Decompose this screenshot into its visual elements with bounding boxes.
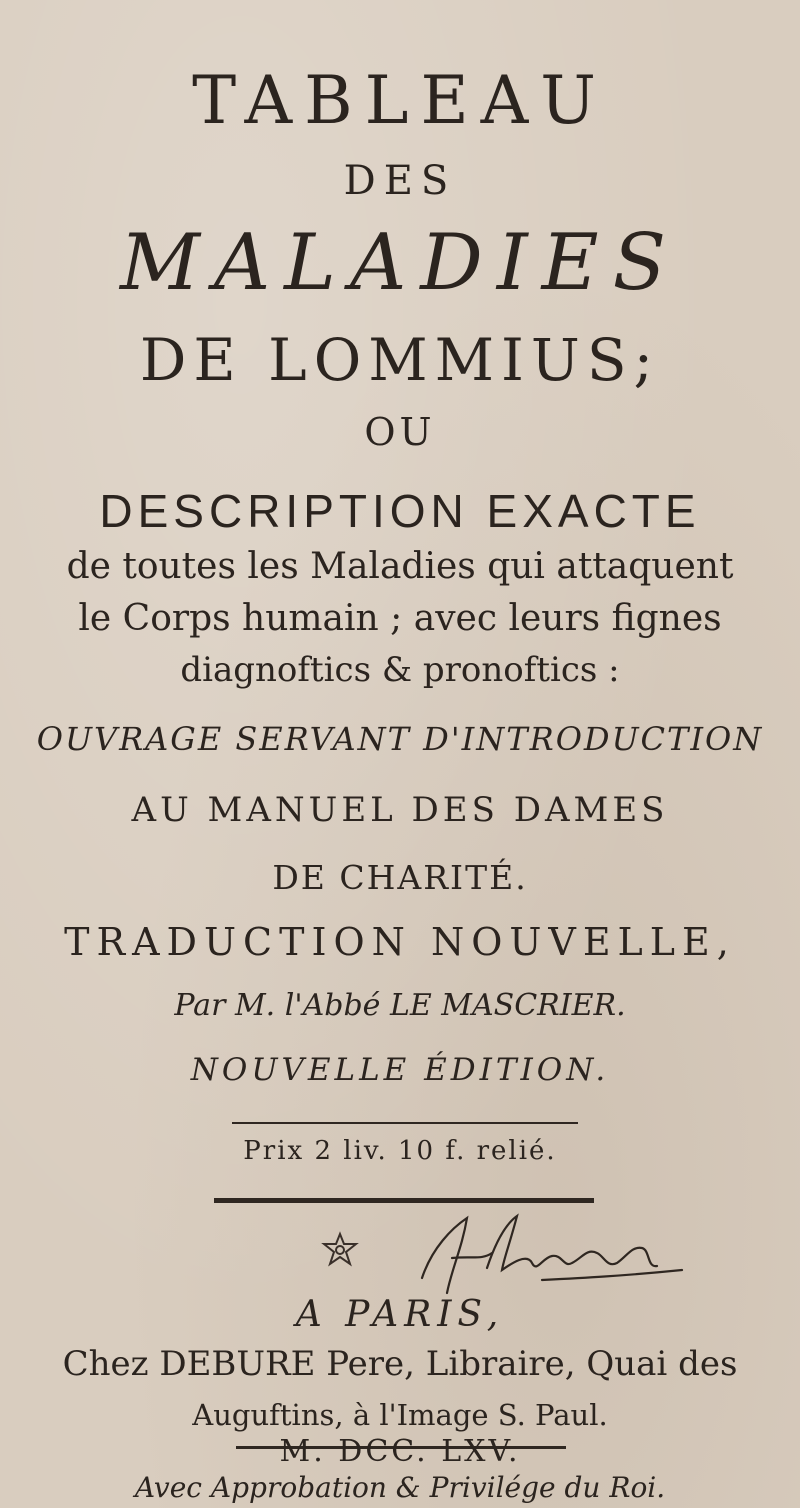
- ouvrage-line-2: AU MANUEL DES DAMES: [131, 790, 669, 830]
- rule-below-price: [214, 1198, 594, 1203]
- translator: Par M. l'Abbé LE MASCRIER.: [174, 988, 626, 1023]
- title-maladies: MALADIES: [119, 218, 681, 308]
- price: Prix 2 liv. 10 f. relié.: [243, 1136, 557, 1166]
- title-de-lommius: DE LOMMIUS;: [139, 326, 661, 394]
- imprint-year: M. DCC. LXV.: [279, 1434, 521, 1469]
- traduction-nouvelle: TRADUCTION NOUVELLE,: [64, 920, 736, 964]
- imprint-place: A PARIS,: [295, 1294, 505, 1335]
- title-ou: OU: [364, 410, 436, 454]
- title-tableau: TABLEAU: [192, 62, 608, 139]
- imprint-address: Auguftins, à l'Image S. Paul.: [192, 1398, 608, 1432]
- title-des: DES: [343, 158, 457, 204]
- ouvrage-line-3: DE CHARITÉ.: [272, 858, 528, 897]
- rule-above-price: [232, 1122, 578, 1124]
- description-line-2: le Corps humain ; avec leurs fignes: [78, 598, 722, 639]
- privilege: Avec Approbation & Privilége du Roi.: [134, 1471, 666, 1504]
- description-line-1: de toutes les Maladies qui attaquent: [66, 546, 734, 587]
- printer-ornament-icon: [320, 1230, 360, 1270]
- ouvrage-line-1: OUVRAGE SERVANT D'INTRODUCTION: [36, 720, 764, 758]
- title-description-exacte: DESCRIPTION EXACTE: [99, 485, 701, 537]
- description-line-3: diagnoftics & pronoftics :: [180, 650, 620, 690]
- nouvelle-edition: NOUVELLE ÉDITION.: [190, 1052, 610, 1088]
- imprint-publisher: Chez DEBURE Pere, Libraire, Quai des: [62, 1344, 738, 1384]
- handwritten-signature: [392, 1208, 692, 1298]
